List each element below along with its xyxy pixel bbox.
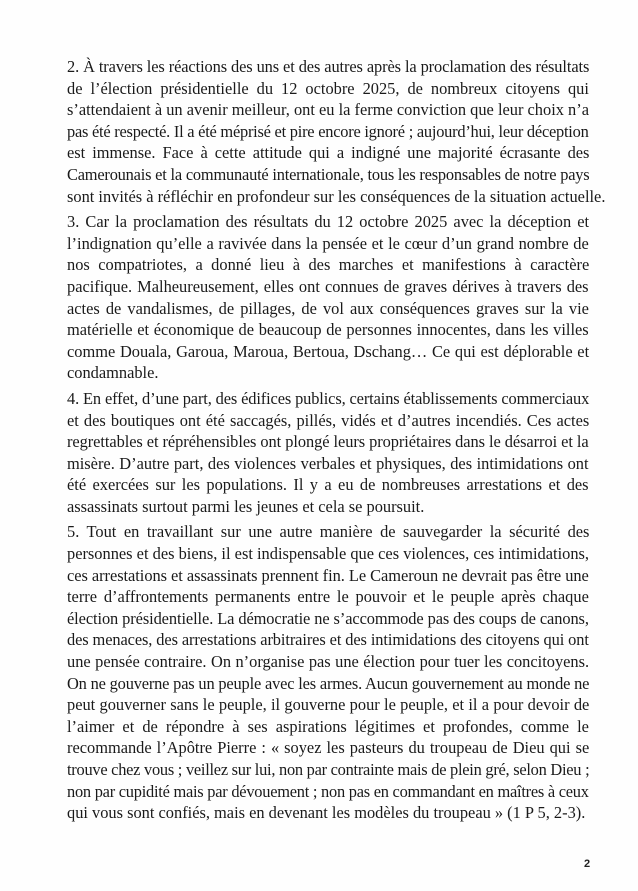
text-line: trouve chez vous ; veillez sur lui, non par contrainte mais de plein gré, selon Dieu ; bbox=[67, 760, 590, 779]
text-line: recommande l’Apôtre Pierre : « soyez les pasteurs du troupeau de Dieu qui se bbox=[67, 738, 590, 758]
text-line: actes de vandalismes, de pillages, de vol aux conséquences graves sur la vie bbox=[67, 298, 589, 318]
text-line: comme Douala, Garoua, Maroua, Bertoua, Dschang… Ce qui est déplorable et bbox=[67, 341, 590, 361]
text-line: sont invités à réfléchir en profondeur sur les conséquences de la situation actuelle. bbox=[67, 186, 606, 206]
text-line: l’indignation qu’elle a ravivée dans la pensée et le cœur d’un grand nombre de bbox=[67, 233, 589, 253]
text-line: 4. En effet, d’une part, des édifices publics, certains établissements commerciaux bbox=[67, 388, 590, 408]
text-line: été exercées sur les populations. Il y a eu de nombreuses arrestations et des bbox=[67, 475, 589, 495]
text-line: s’attendaient à un avenir meilleur, ont eu la ferme conviction que leur choix n’a bbox=[67, 100, 589, 120]
text-line: peut gouverner sans le peuple, il gouverne pour le peuple, et il a pour devoir de bbox=[67, 695, 590, 715]
text-line: regrettables et répréhensibles ont plongé leurs propriétaires dans le désarroi et la bbox=[67, 432, 589, 452]
text-line: non par cupidité mais par dévouement ; non pas en commandant en maîtres à ceux bbox=[67, 781, 589, 801]
text-line: On ne gouverne pas un peuple avec les armes. Aucun gouvernement au monde ne bbox=[67, 673, 590, 693]
text-line: misère. D’autre part, des violences verbales et physiques, des intimidations ont bbox=[67, 453, 589, 473]
text-line: nos compatriotes, a donné lieu à des marches et manifestions à caractère bbox=[67, 255, 590, 275]
text-line: et des boutiques ont été saccagés, pillés, vidés et d’autres incendiés. Ces actes bbox=[67, 410, 590, 430]
paragraph-5 bbox=[67, 521, 589, 823]
paragraph-4 bbox=[67, 388, 589, 518]
text-line: qui vous sont confiés, mais en devenant les modèles du troupeau » (1 P 5, 2-3). bbox=[67, 803, 586, 823]
text-line: matérielle et économique de beaucoup de personnes innocentes, dans les villes bbox=[67, 320, 589, 340]
paragraph-3 bbox=[67, 211, 589, 384]
text-line: 3. Car la proclamation des résultats du 12 octobre 2025 avec la déception et bbox=[67, 212, 590, 232]
text-line: personnes et des biens, il est indispensable que ces violences, ces intimidations, bbox=[67, 544, 589, 564]
text-line: pacifique. Malheureusement, elles ont connues de graves dérives à travers des bbox=[67, 276, 589, 296]
text-line: est immense. Face à cette attitude qui a indigné une majorité écrasante des bbox=[67, 143, 590, 163]
page-number: 2 bbox=[584, 858, 591, 870]
text-line: une pensée contraire. On n’organise pas une élection pour tuer les concitoyens. bbox=[67, 652, 590, 672]
text-line: Camerounais et la communauté internationale, tous les responsables de notre pays bbox=[67, 164, 590, 184]
text-line: pas été respecté. Il a été méprisé et pire encore ignoré ; aujourd’hui, leur déception bbox=[67, 121, 589, 141]
text-line: 2. À travers les réactions des uns et des autres après la proclamation des résultats bbox=[67, 57, 590, 76]
text-line: élection présidentielle. La démocratie ne s’accommode pas des coups de canons, bbox=[67, 608, 589, 628]
text-line: condamnable. bbox=[67, 363, 159, 383]
body-text bbox=[67, 56, 606, 828]
text-line: ces arrestations et assassinats prennent fin. Le Cameroun ne devrait pas être une bbox=[67, 565, 589, 585]
text-line: assassinats surtout parmi les jeunes et cela se poursuit. bbox=[67, 496, 425, 516]
text-line: de l’élection présidentielle du 12 octobre 2025, de nombreux citoyens qui bbox=[67, 78, 589, 98]
text-line: terre d’affrontements permanents entre le pouvoir et le peuple après chaque bbox=[67, 587, 589, 607]
text-line: des menaces, des arrestations arbitraires et des intimidations des citoyens qui ont bbox=[67, 630, 589, 650]
paragraph-2 bbox=[67, 56, 606, 207]
text-line: 5. Tout en travaillant sur une autre manière de sauvegarder la sécurité des bbox=[67, 522, 590, 542]
text-line: l’aimer et de répondre à ses aspirations légitimes et profondes, comme le bbox=[67, 716, 589, 736]
